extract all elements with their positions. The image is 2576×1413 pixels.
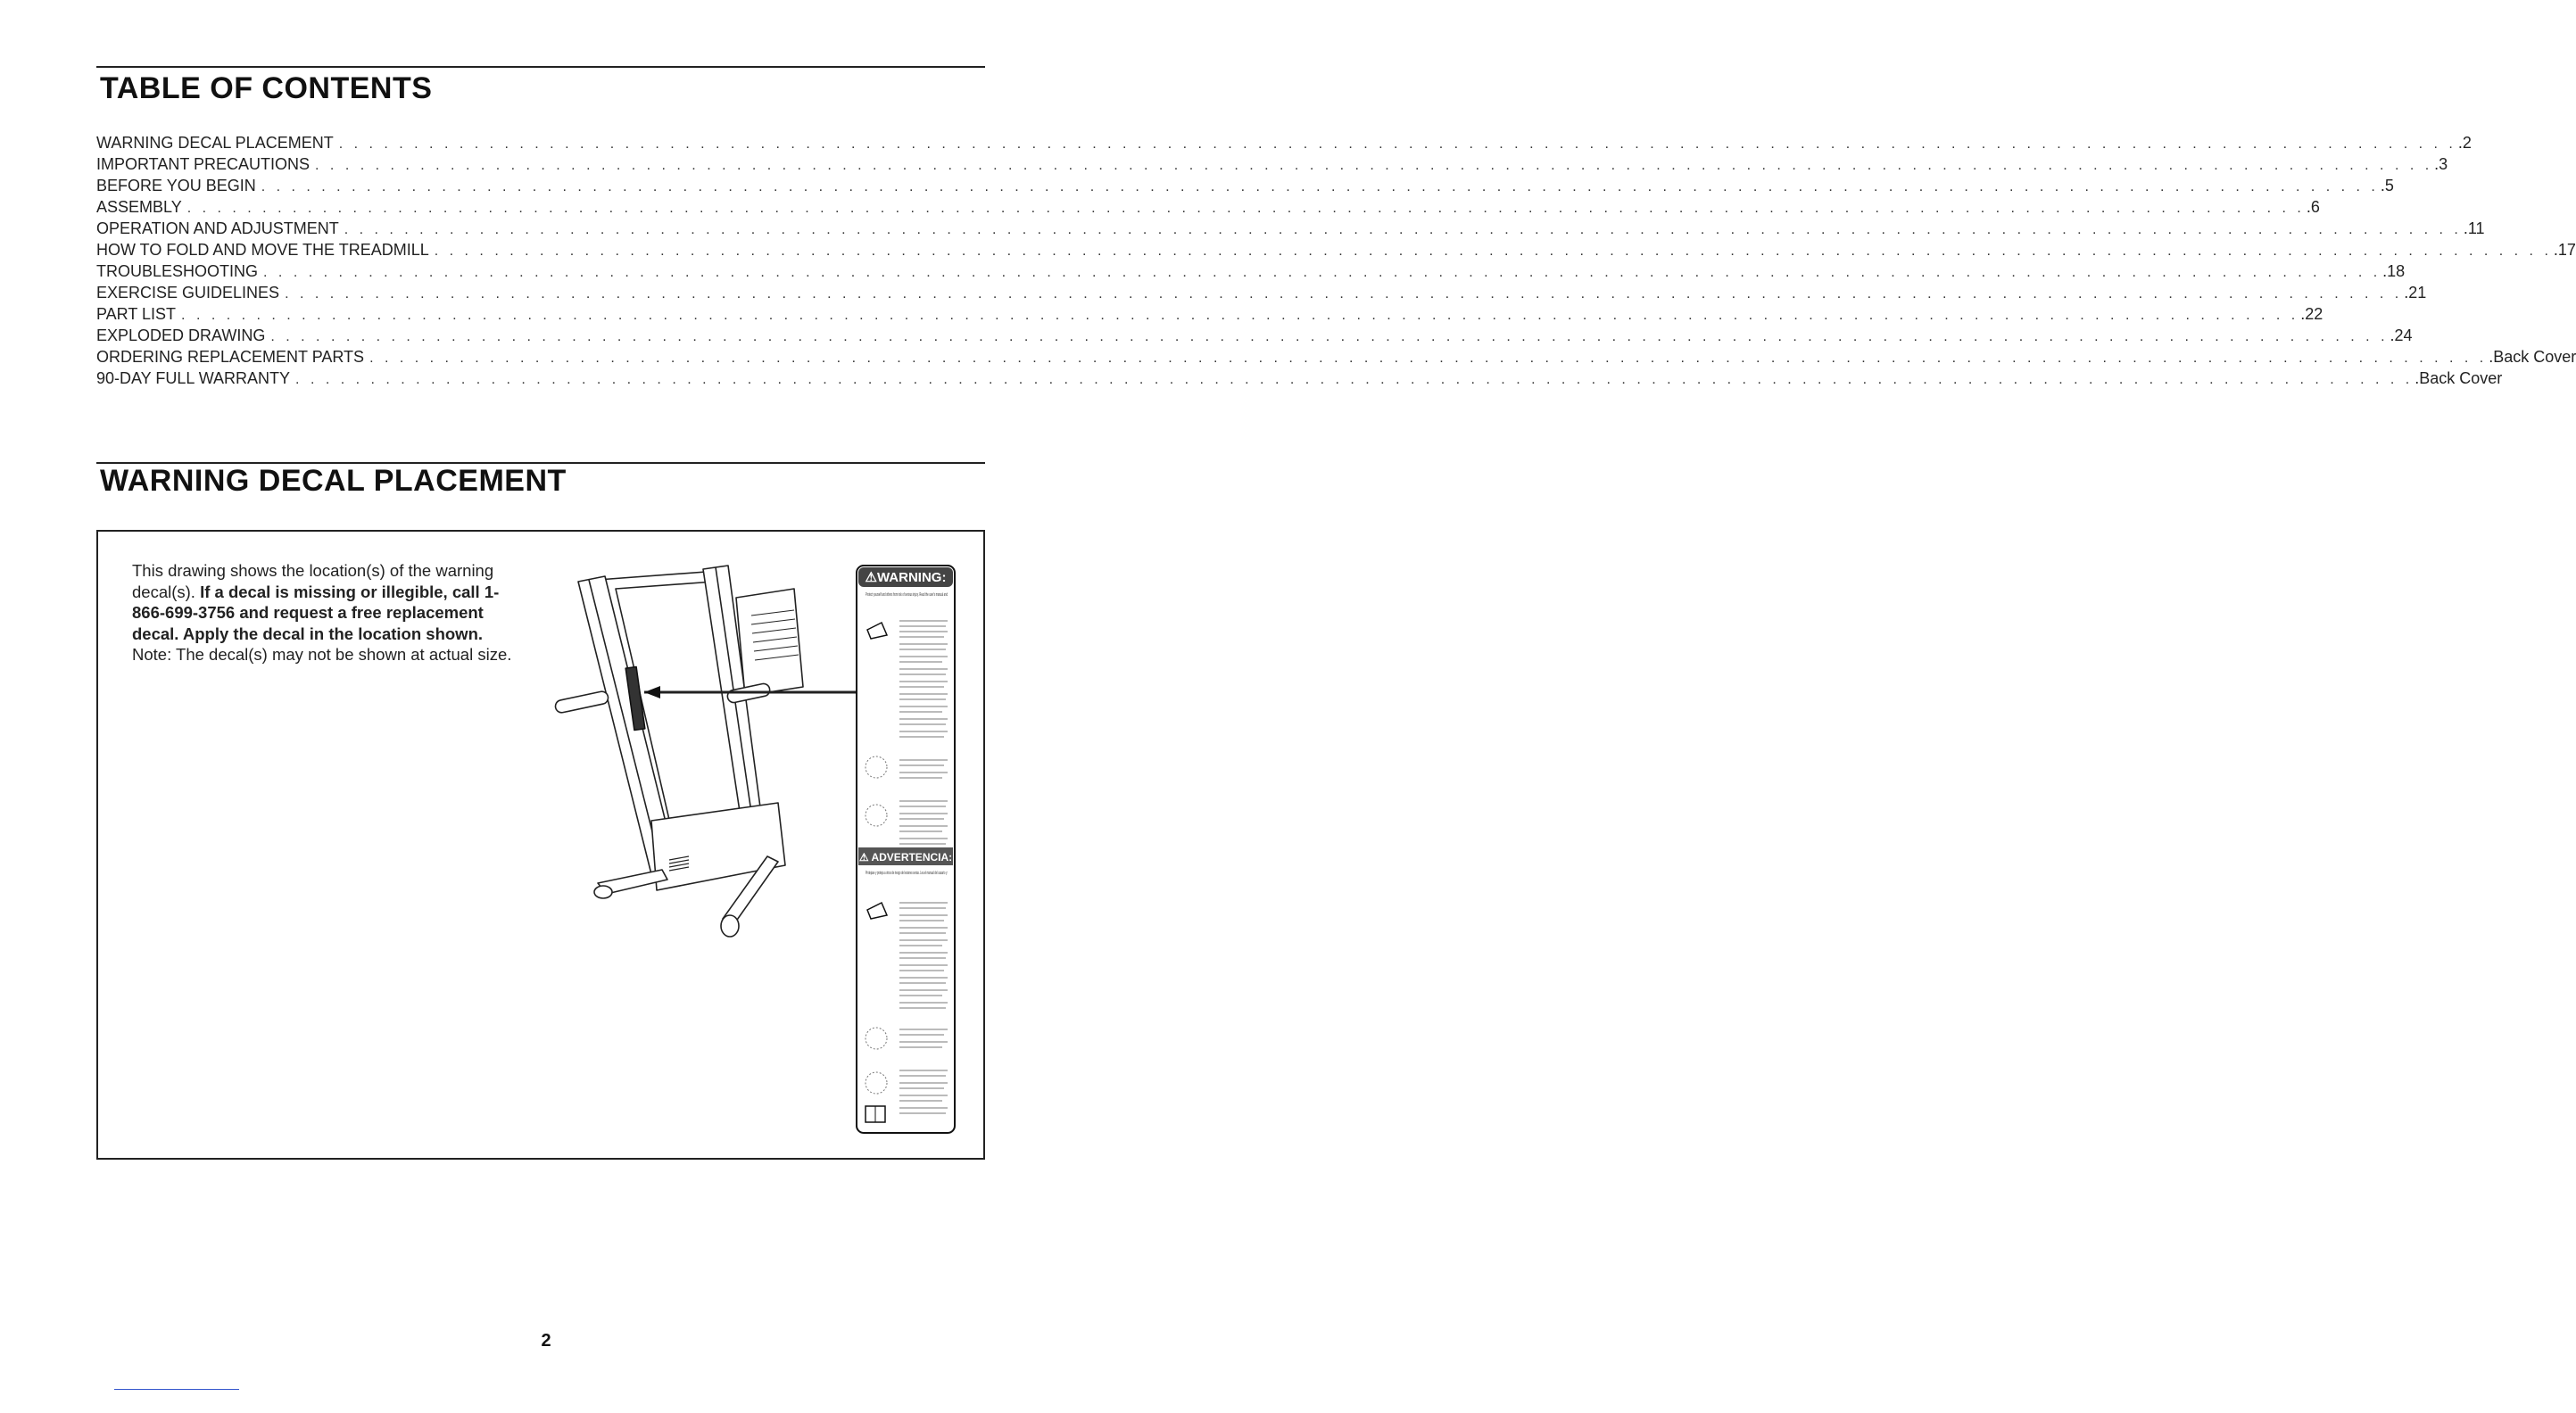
toc-entry-label: PART LIST [96, 305, 177, 323]
toc-entry[interactable] [96, 284, 2427, 305]
toc-entry-page: .6 [2306, 198, 2320, 216]
decal-spanish-heading: ⚠ ADVERTENCIA: [858, 851, 953, 864]
decal-spanish-lead: Protejase y proteja a otros de riesgo de lesiones serias. Lea el manual del usuario y: [866, 871, 948, 876]
toc-entry-page: .24 [2390, 326, 2413, 344]
toc-entry[interactable] [96, 241, 2576, 262]
toc-entry[interactable] [96, 219, 2485, 241]
toc-entry-page: .17 [2553, 241, 2576, 259]
footer-line [114, 1389, 239, 1390]
toc-entry-label: ASSEMBLY [96, 198, 182, 216]
toc-entry[interactable] [96, 155, 2448, 177]
toc-entry-label: IMPORTANT PRECAUTIONS [96, 155, 311, 173]
toc-top-rule [96, 66, 985, 68]
decal-intro: This drawing shows the location(s) of the warning decal(s). [132, 561, 494, 601]
toc-entry-label: HOW TO FOLD AND MOVE THE TREADMILL [96, 241, 429, 259]
toc-list [96, 134, 2576, 391]
page-number: 2 [541, 1331, 551, 1351]
toc-entry-page: .2 [2457, 134, 2472, 152]
toc-entry-page: .3 [2434, 155, 2448, 173]
decal-description [132, 560, 525, 665]
toc-entry[interactable] [96, 369, 2503, 391]
toc-entry-label: WARNING DECAL PLACEMENT [96, 134, 334, 152]
toc-title: TABLE OF CONTENTS [100, 71, 433, 105]
toc-entry-page: .Back Cover [2414, 369, 2503, 387]
toc-entry[interactable] [96, 177, 2394, 198]
toc-entry[interactable] [96, 305, 2323, 326]
toc-entry[interactable] [96, 262, 2406, 284]
toc-entry-page: .11 [2463, 219, 2485, 237]
toc-entry-page: .Back Cover [2489, 348, 2576, 366]
toc-entry-label: BEFORE YOU BEGIN [96, 177, 256, 194]
toc-entry-page: .5 [2380, 177, 2394, 194]
decal-instructions: If a decal is missing or illegible, call 1-866-699-3756 and request a free replacement decal. Apply the decal in the location shown. [132, 582, 500, 643]
toc-entry-label: EXPLODED DRAWING [96, 326, 266, 344]
toc-entry-label: OPERATION AND ADJUSTMENT [96, 219, 339, 237]
decal-note: Note: The decal(s) may not be shown at actual size. [132, 645, 512, 664]
decal-warning-lead: Protect yourself and others from risk of serious injury. Read the user's manual and [866, 592, 948, 598]
toc-entry-page: .21 [2404, 284, 2427, 302]
toc-entry-label: 90-DAY FULL WARRANTY [96, 369, 291, 387]
decal-section-title: WARNING DECAL PLACEMENT [100, 464, 567, 498]
toc-entry-page: .22 [2300, 305, 2323, 323]
toc-entry-label: ORDERING REPLACEMENT PARTS [96, 348, 365, 366]
treadmill-drawing [544, 562, 964, 1142]
toc-entry-label: TROUBLESHOOTING [96, 262, 259, 280]
toc-entry[interactable] [96, 326, 2413, 348]
toc-entry-label: EXERCISE GUIDELINES [96, 284, 280, 302]
decal-warning-heading: ⚠WARNING: [865, 570, 947, 585]
toc-entry[interactable] [96, 198, 2320, 219]
toc-entry-page: .18 [2382, 262, 2406, 280]
toc-entry[interactable] [96, 134, 2472, 155]
warning-decal [857, 566, 955, 1133]
toc-entry[interactable] [96, 348, 2576, 369]
